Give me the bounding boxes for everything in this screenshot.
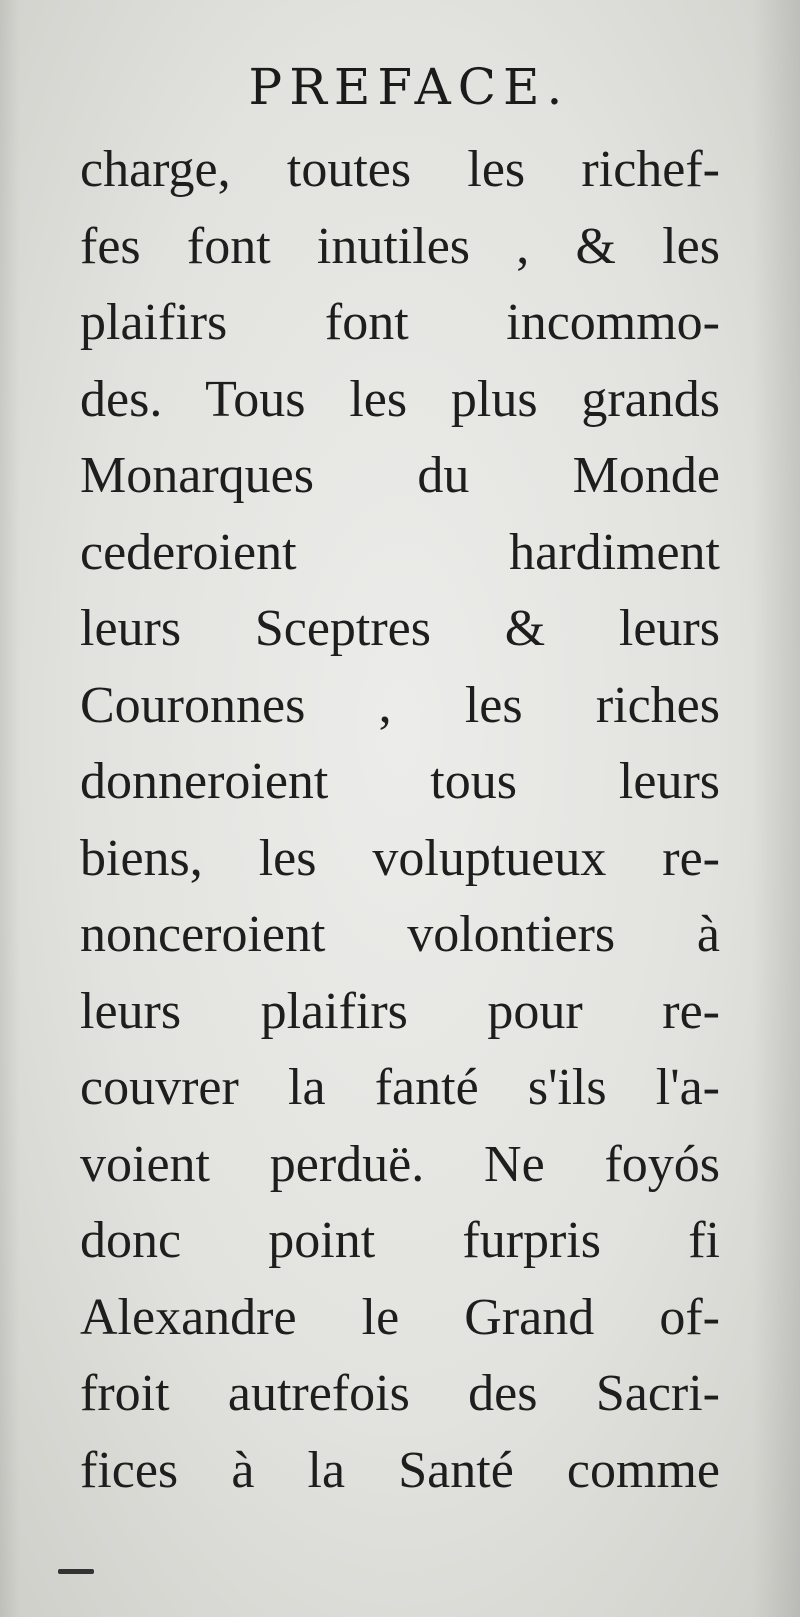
body-text [80, 132, 720, 1509]
text-line: voient perduë. Ne foyós [80, 1135, 720, 1193]
text-line: des. Tous les plus grands [80, 370, 720, 428]
text-line: Monarques du Monde [80, 447, 720, 504]
text-line: couvrer la fanté s'ils l'a- [80, 1059, 720, 1116]
text-line: charge, toutes les richef- [80, 141, 720, 198]
text-line: donc point furpris fi [80, 1212, 720, 1269]
text-line: leurs plaifirs pour re- [80, 982, 720, 1040]
text-line: fices à la Santé comme [80, 1441, 720, 1499]
text-line: donneroient tous leurs [80, 753, 720, 810]
text-line: froit autrefois des Sacri- [80, 1365, 720, 1422]
page-gutter-shadow [752, 0, 800, 1617]
text-line: cederoient hardiment [80, 523, 720, 581]
ink-mark [58, 1569, 94, 1574]
page-left-edge-shadow [0, 0, 20, 1617]
text-line: plaifirs font incommo- [80, 294, 720, 351]
text-line: Alexandre le Grand of- [80, 1288, 720, 1346]
text-line: fes font inutiles , & les [80, 217, 720, 275]
text-line: biens, les voluptueux re- [80, 829, 720, 887]
text-line: leurs Sceptres & leurs [80, 600, 720, 657]
text-line: nonceroient volontiers à [80, 906, 720, 963]
text-line: Couronnes , les riches [80, 676, 720, 734]
running-head: PREFACE. [248, 58, 570, 116]
